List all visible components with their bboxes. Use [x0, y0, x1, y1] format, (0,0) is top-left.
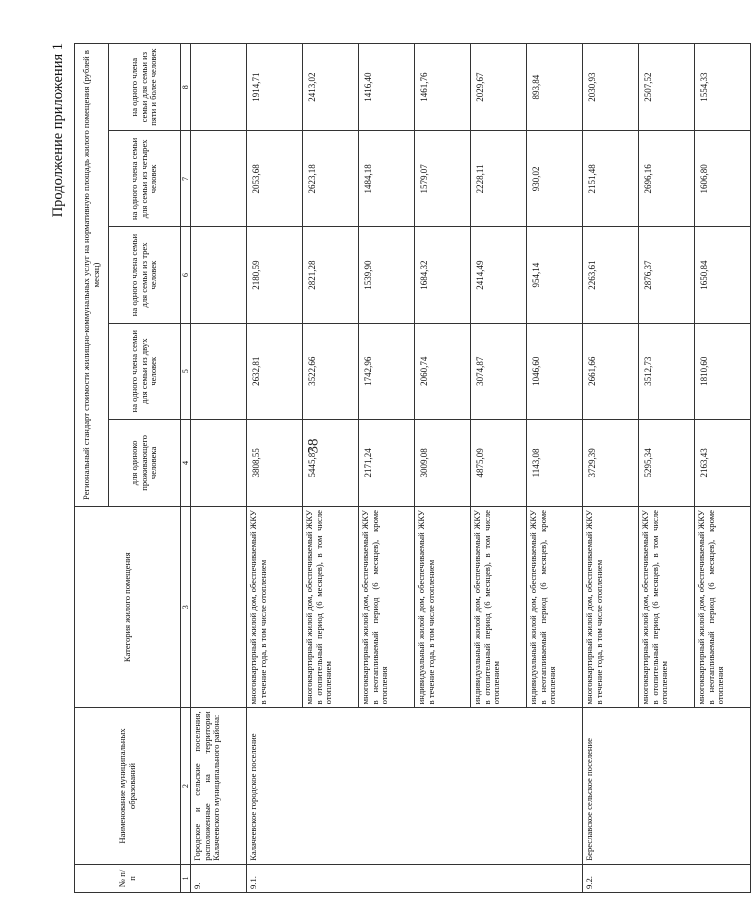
cost-value: 2414,49: [471, 227, 527, 323]
cost-value: 1046,60: [527, 323, 583, 419]
cost-value: 3512,73: [639, 323, 695, 419]
header-single: для одиноко проживающего человека: [109, 419, 181, 506]
column-number: 8: [181, 44, 191, 131]
cost-value: 930,02: [527, 131, 583, 227]
cost-value: 2030,93: [583, 44, 639, 131]
cost-value: 3009,08: [415, 419, 471, 506]
housing-category: многоквартирный жилой дом, обеспечиваемый ЖКУ в отопительный период (6 месяцев), в том числе отоплением: [639, 507, 695, 708]
appendix-title: Продолжение приложения 1: [50, 43, 66, 218]
table-row: [247, 44, 303, 893]
cost-value: 1539,90: [359, 227, 415, 323]
cost-value: 5445,87: [303, 419, 359, 506]
cost-value: 1554,33: [695, 44, 751, 131]
cost-value: 1579,07: [415, 131, 471, 227]
cost-value: 2163,43: [695, 419, 751, 506]
column-number: 4: [181, 419, 191, 506]
cost-value: 1461,76: [415, 44, 471, 131]
cost-value: 2413,02: [303, 44, 359, 131]
column-number: 5: [181, 323, 191, 419]
cost-value: 2696,16: [639, 131, 695, 227]
column-number: 6: [181, 227, 191, 323]
housing-category: многоквартирный жилой дом, обеспечиваемый ЖКУ в неотапливаемый период (6 месяцев), кроме отопления: [359, 507, 415, 708]
column-number: 1: [181, 864, 191, 892]
cost-value: 2060,74: [415, 323, 471, 419]
cost-value: 2623,18: [303, 131, 359, 227]
cost-value: 2171,24: [359, 419, 415, 506]
cost-value: 1143,08: [527, 419, 583, 506]
cost-value: 1914,71: [247, 44, 303, 131]
cost-value: 2029,67: [471, 44, 527, 131]
cost-value: 3808,55: [247, 419, 303, 506]
cost-value: 954,14: [527, 227, 583, 323]
cost-value: 3074,87: [471, 323, 527, 419]
cost-value: 2263,61: [583, 227, 639, 323]
column-number-row: [181, 44, 191, 893]
cost-value: 893,84: [527, 44, 583, 131]
housing-category: индивидуальный жилой дом, обеспечиваемый ЖКУ в неотапливаемый период (6 месяцев), кроме отопления: [527, 507, 583, 708]
column-number: 7: [181, 131, 191, 227]
cost-value: 2876,37: [639, 227, 695, 323]
header-category: Категория жилого помещения: [75, 507, 181, 708]
municipality-number: 9.1.: [247, 864, 583, 892]
column-number: 2: [181, 708, 191, 864]
section-row: [191, 44, 247, 893]
rotated-page: [50, 43, 726, 893]
header-family-5: на одного члена семьи для семьи из пяти и более человек: [109, 44, 181, 131]
housing-category: многоквартирный жилой дом, обеспечиваемый ЖКУ в течение года, в том числе отоплением: [583, 507, 639, 708]
housing-category: многоквартирный жилой дом, обеспечиваемый ЖКУ в течение года, в том числе отоплением: [247, 507, 303, 708]
housing-category: многоквартирный жилой дом, обеспечиваемый ЖКУ в отопительный период (6 месяцев), в том числе отоплением: [303, 507, 359, 708]
housing-category: индивидуальный жилой дом, обеспечиваемый ЖКУ в отопительный период (6 месяцев), в том числе отоплением: [471, 507, 527, 708]
header-num: № п/п: [75, 864, 181, 892]
cost-value: 1742,96: [359, 323, 415, 419]
cost-value: 2821,28: [303, 227, 359, 323]
municipality-name: Береславское сельское поселение: [583, 708, 751, 864]
municipality-number: 9.2.: [583, 864, 751, 892]
cost-value: 2151,48: [583, 131, 639, 227]
header-municipality: Наименование муниципальных образований: [75, 708, 181, 864]
tariff-table: [74, 43, 751, 893]
cost-value: 2632,81: [247, 323, 303, 419]
cost-value: 1484,18: [359, 131, 415, 227]
cost-value: 3729,39: [583, 419, 639, 506]
column-number: 3: [181, 507, 191, 708]
cost-value: 1684,32: [415, 227, 471, 323]
section-number: 9.: [191, 864, 247, 892]
header-family-3: на одного члена семьи для семьи из трех человек: [109, 227, 181, 323]
cost-value: 5295,34: [639, 419, 695, 506]
cost-value: 1606,80: [695, 131, 751, 227]
housing-category: многоквартирный жилой дом, обеспечиваемый ЖКУ в неотапливаемый период (6 месяцев), кроме отопления: [695, 507, 751, 708]
header-group: Региональный стандарт стоимости жилищно-коммунальных услуг на нормативную площадь жилого помещения (рублей в месяц): [75, 44, 109, 507]
cost-value: 2053,68: [247, 131, 303, 227]
cost-value: 2228,11: [471, 131, 527, 227]
municipality-name: Калачеевское городское поселение: [247, 708, 583, 864]
cost-value: 2180,59: [247, 227, 303, 323]
cost-value: 1810,60: [695, 323, 751, 419]
cost-value: 1650,84: [695, 227, 751, 323]
cost-value: 3522,66: [303, 323, 359, 419]
section-name: Городское и сельские поселения, расположенные на территории Калачеевского муниципального района:: [191, 708, 247, 864]
cost-value: 2661,66: [583, 323, 639, 419]
housing-category: индивидуальный жилой дом, обеспечиваемый ЖКУ в течение года, в том числе отоплением: [415, 507, 471, 708]
page-number: 38: [305, 438, 322, 454]
cost-value: 2507,52: [639, 44, 695, 131]
cost-value: 4875,09: [471, 419, 527, 506]
cost-value: 1416,40: [359, 44, 415, 131]
header-family-2: на одного члена семьи для семьи из двух человек: [109, 323, 181, 419]
header-family-4: на одного члена семьи для семьи из четырех человек: [109, 131, 181, 227]
table-row: [583, 44, 639, 893]
